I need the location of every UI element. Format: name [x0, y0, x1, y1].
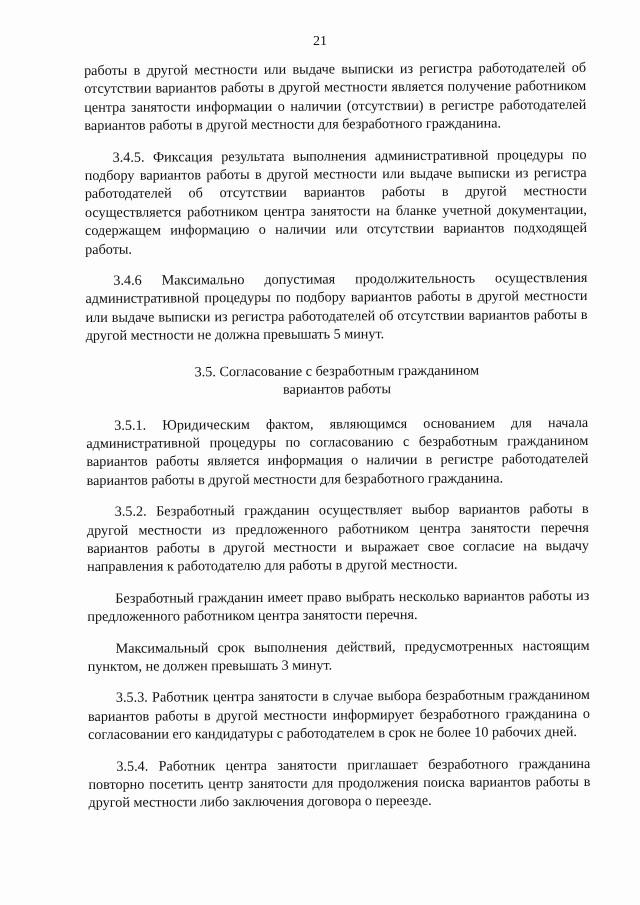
section-heading-line1: 3.5. Согласование с безработным гражданином: [194, 362, 480, 381]
paragraph-3-5-4: 3.5.4. Работник центра занятости приглашает безработного гражданина повторно посетить центр занятости для продолжения поиска вариантов работы в другой местности либо заключения договора о переезде.: [88, 755, 591, 812]
paragraph-max-duration: Максимальный срок выполнения действий, предусмотренных настоящим пунктом, не должен превышать 3 минут.: [87, 637, 590, 675]
paragraph-3-4-6: 3.4.6 Максимально допустимая продолжительность осуществления административной процедуры по подбору вариантов работы в другой местности или выдаче выписки из регистра работодателей об отсутствии вариантов работы в другой местности не должна превышать 5 минут.: [85, 269, 588, 345]
paragraph-right-to-choose: Безработный гражданин имеет право выбрать несколько вариантов работы из предложенного работником центра занятости перечня.: [87, 587, 590, 626]
section-heading-line2: вариантов работы: [282, 381, 392, 398]
paragraph-3-5-3: 3.5.3. Работник центра занятости в случае выбора безработным гражданином вариантов работы в другой местности информирует безработного гражданина о согласовании его кандидатуры с работодателем в срок не более 10 рабочих дней.: [87, 687, 591, 744]
paragraph-continuation: работы в другой местности или выдаче выписки из регистра работодателей об отсутствии вариантов работы в другой местности является получение работником центра занятости информации о наличии (отсутствии) в регистре работодателей вариантов работы в другой местности для безработного гражданина.: [84, 59, 587, 135]
paragraph-3-4-5: 3.4.5. Фиксация результата выполнения административной процедуры по подбору вариантов работы в другой местности или выдаче выписки из регистра работодателей об отсутствии вариантов работы в другой местности осуществляется работником центра занятости на бланке учетной документации, содержащем информацию о наличии или отсутствии вариантов подходящей работы.: [84, 146, 588, 258]
paragraph-3-5-1: 3.5.1. Юридическим фактом, являющимся основанием для начала административной процедуры по согласованию с безработным гражданином вариантов работы является информация о наличии в регистре работодателей вариантов работы в другой местности для безработного гражданина.: [86, 414, 589, 489]
paragraph-3-5-2: 3.5.2. Безработный гражданин осуществляет выбор вариантов работы в другой местности из предложенного работником центра занятости перечня вариантов работы в другой местности и выражает свое согласие на выдачу направления к работодателю для работы в другой местности.: [86, 501, 590, 576]
section-heading: [86, 361, 588, 401]
document-body: [84, 59, 591, 813]
page-number: 21: [313, 34, 327, 49]
